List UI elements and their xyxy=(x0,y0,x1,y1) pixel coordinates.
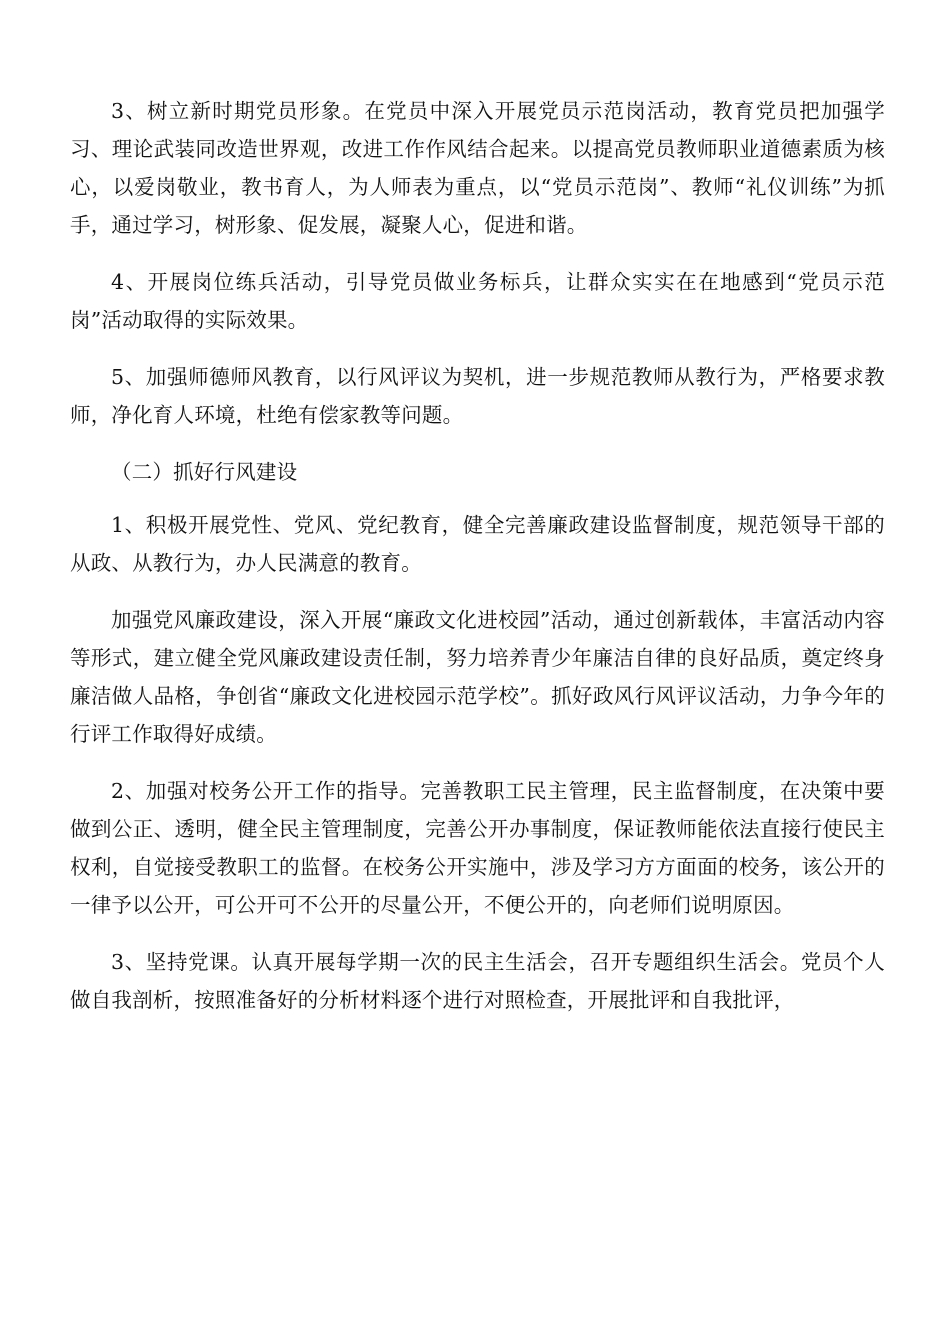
paragraph-7: 3、坚持党课。认真开展每学期一次的民主生活会，召开专题组织生活会。党员个人做自我剖析，按照准备好的分析材料逐个进行对照检查，开展批评和自我批评， xyxy=(70,950,885,1012)
paragraph-2: 4、开展岗位练兵活动，引导党员做业务标兵，让群众实实在在地感到“党员示范岗”活动取得的实际效果。 xyxy=(70,270,885,332)
paragraph-6: 2、加强对校务公开工作的指导。完善教职工民主管理，民主监督制度，在决策中要做到公正、透明，健全民主管理制度，完善公开办事制度，保证教师能依法直接行使民主权利，自觉接受教职工的监督。在校务公开实施中，涉及学习方方面面的校务，该公开的一律予以公开，可公开可不公开的尽量公开，不便公开的，向老师们说明原因。 xyxy=(70,779,885,917)
paragraph-5: 加强党风廉政建设，深入开展“廉政文化进校园”活动，通过创新载体，丰富活动内容等形式，建立健全党风廉政建设责任制，努力培养青少年廉洁自律的良好品质，奠定终身廉洁做人品格，争创省“廉政文化进校园示范学校”。抓好政风行风评议活动，力争今年的行评工作取得好成绩。 xyxy=(70,608,885,746)
paragraph-3: 5、加强师德师风教育，以行风评议为契机，进一步规范教师从教行为，严格要求教师，净化育人环境，杜绝有偿家教等问题。 xyxy=(70,365,885,427)
paragraph-4: 1、积极开展党性、党风、党纪教育，健全完善廉政建设监督制度，规范领导干部的从政、从教行为，办人民满意的教育。 xyxy=(70,513,885,575)
paragraph-1: 3、树立新时期党员形象。在党员中深入开展党员示范岗活动，教育党员把加强学习、理论武装同改造世界观，改进工作作风结合起来。以提高党员教师职业道德素质为核心，以爱岗敬业，教书育人，为人师表为重点，以“党员示范岗”、教师“礼仪训练”为抓手，通过学习，树形象、促发展，凝聚人心，促进和谐。 xyxy=(70,99,885,237)
document-body xyxy=(70,92,885,1038)
section-heading: （二）抓好行风建设 xyxy=(111,460,298,484)
